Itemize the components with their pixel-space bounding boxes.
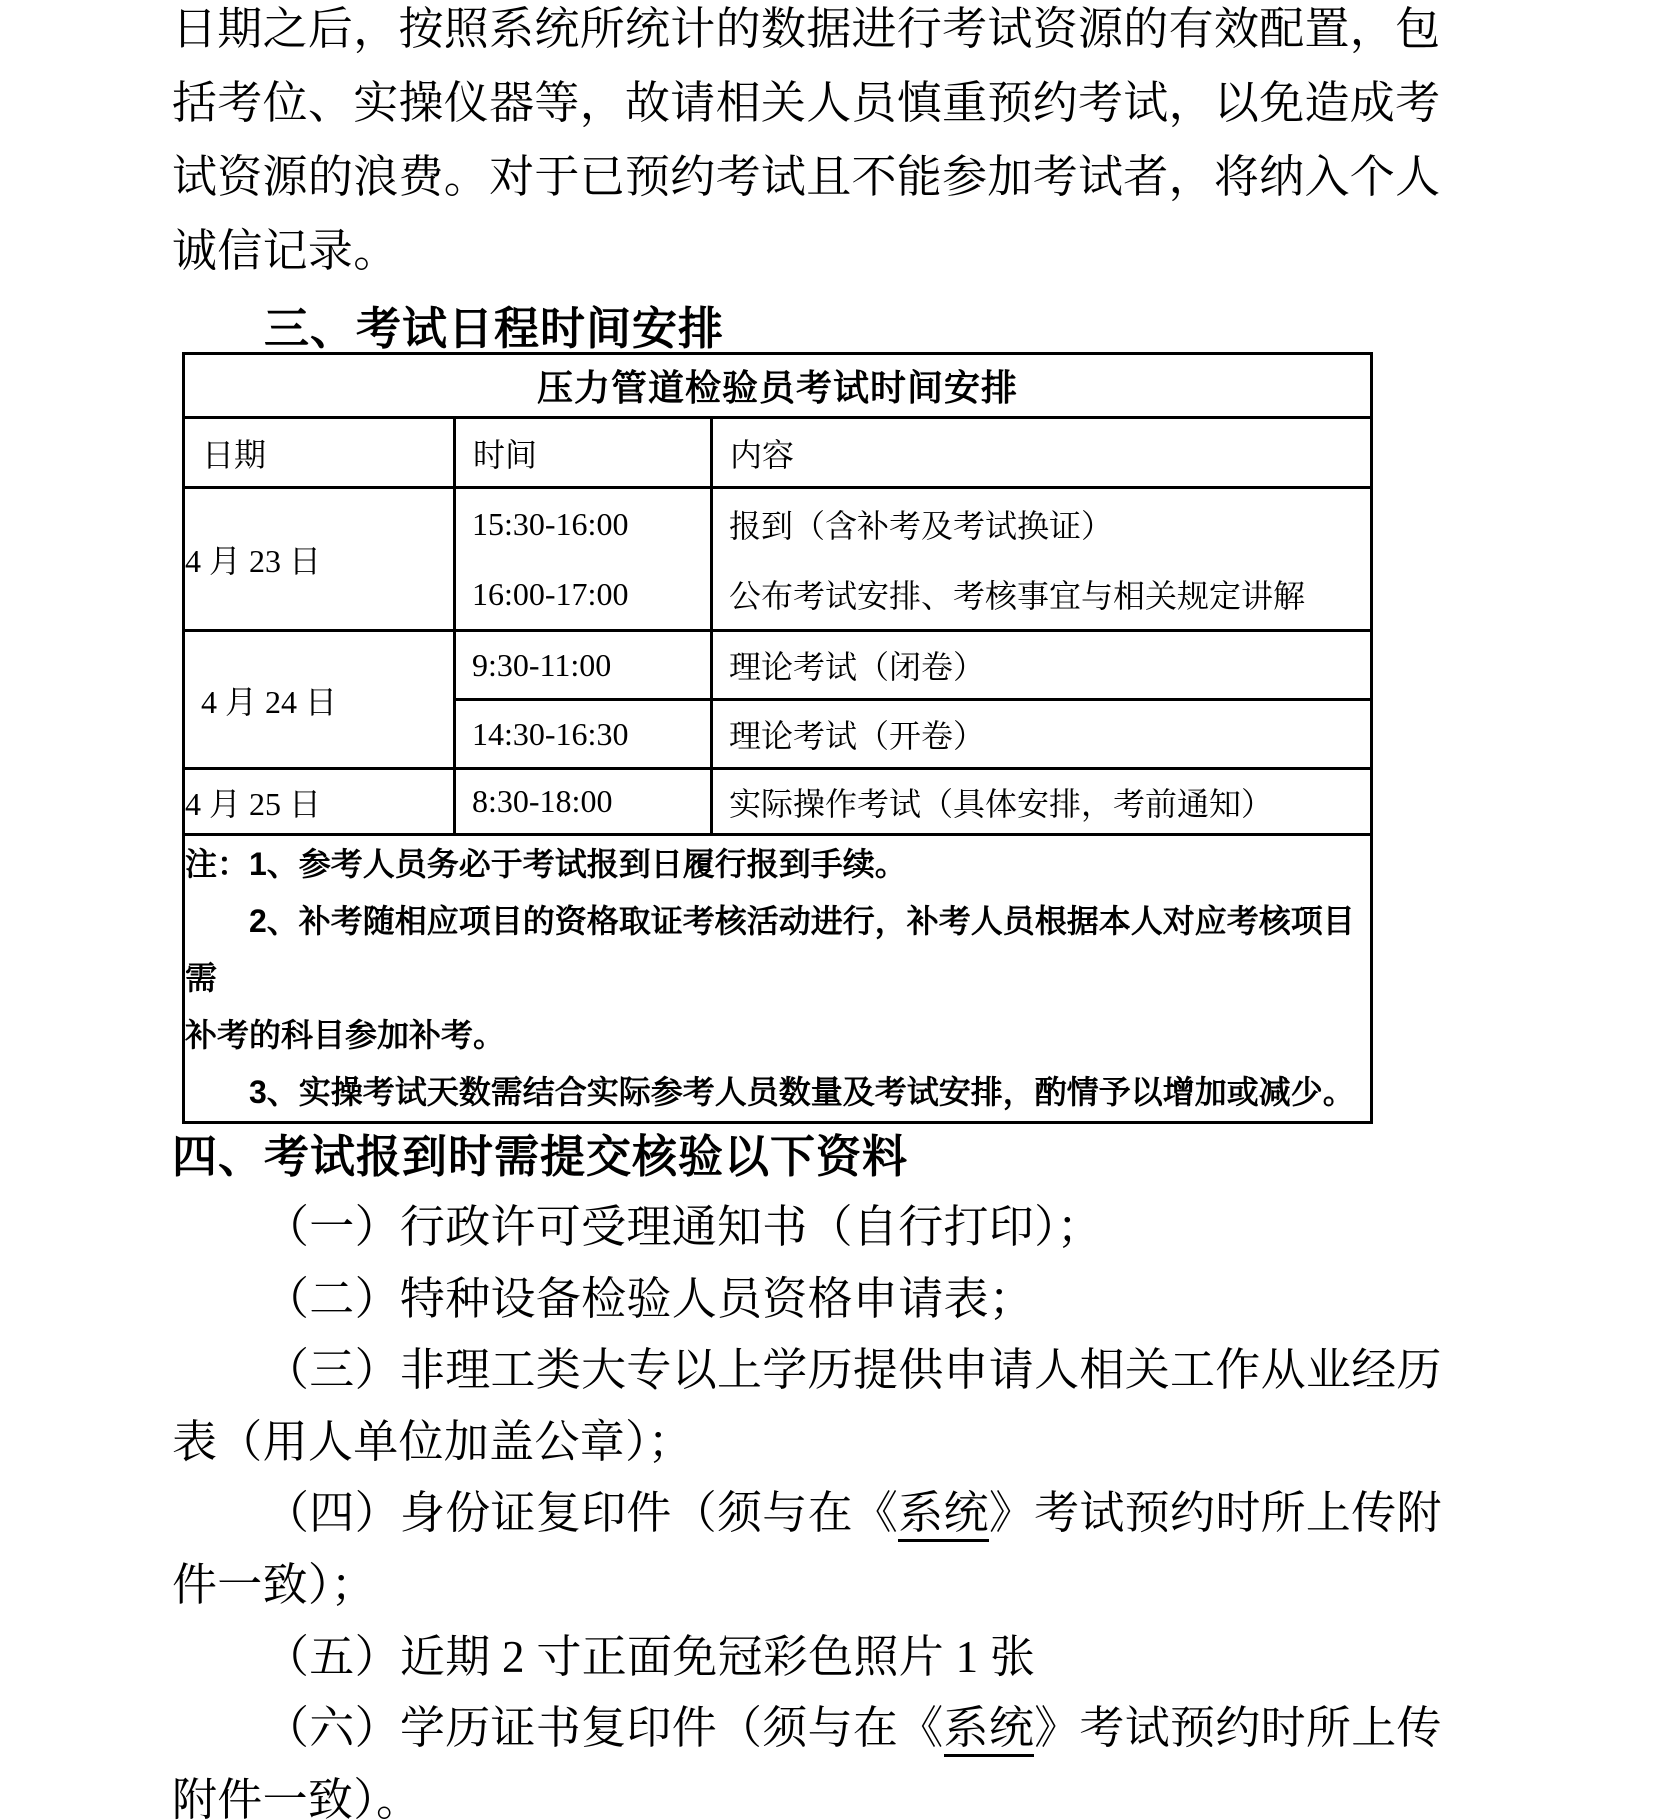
time-cell: 8:30-18:00 xyxy=(455,769,712,835)
materials-list xyxy=(172,1192,1492,1820)
paragraph-line: 日期之后，按照系统所统计的数据进行考试资源的有效配置，包 xyxy=(172,4,1441,54)
date-cell: 4 月 23 日 xyxy=(184,488,455,631)
list-item-text: （五）近期 2 寸正面免冠彩色照片 1 张 xyxy=(264,1631,1036,1682)
note-line: 补考的科目参加补考。 xyxy=(185,1017,506,1053)
list-item-text: 表（用人单位加盖公章）； xyxy=(172,1416,694,1467)
list-item-text: 附件一致）。 xyxy=(172,1774,422,1820)
underlined-term: 系统 xyxy=(898,1488,989,1542)
time-value: 15:30-16:00 xyxy=(472,505,629,542)
underlined-term: 系统 xyxy=(944,1703,1035,1757)
list-item xyxy=(172,1693,1492,1765)
table-title: 压力管道检验员考试时间安排 xyxy=(184,354,1372,418)
column-header-content: 内容 xyxy=(712,418,1372,488)
content-cell: 理论考试（闭卷） xyxy=(712,631,1372,700)
paragraph-line: 诚信记录。 xyxy=(172,226,399,276)
note-line: 3、实操考试天数需结合实际参考人员数量及考试安排，酌情予以增加或减少。 xyxy=(249,1074,1355,1110)
list-item-text: （三）非理工类大专以上学历提供申请人相关工作从业经历 xyxy=(264,1345,1442,1396)
table-header-row xyxy=(184,418,1372,488)
content-value: 公布考试安排、考核事宜与相关规定讲解 xyxy=(729,578,1306,614)
list-item xyxy=(172,1264,1492,1336)
list-item xyxy=(172,1192,1492,1264)
table-row-apr25 xyxy=(184,769,1372,835)
time-cell xyxy=(455,488,712,631)
date-cell: 4 月 24 日 xyxy=(184,631,455,769)
list-item xyxy=(172,1478,1492,1550)
list-item-continuation xyxy=(172,1765,1492,1820)
list-item-continuation xyxy=(172,1407,1492,1479)
intro-paragraph xyxy=(172,0,1462,288)
section-four-heading: 四、考试报到时需提交核验以下资料 xyxy=(172,1131,909,1182)
content-cell: 实际操作考试（具体安排，考前通知） xyxy=(712,769,1372,835)
list-item-text: 》考试预约时所上传 xyxy=(1034,1703,1442,1754)
list-item-text: 》考试预约时所上传附 xyxy=(988,1488,1442,1539)
list-item-continuation xyxy=(172,1550,1492,1622)
content-value: 报到（含补考及考试换证） xyxy=(729,508,1114,544)
list-item-text: （一）行政许可受理通知书（自行打印）； xyxy=(264,1202,1103,1252)
time-cell: 14:30-16:30 xyxy=(455,700,712,769)
column-header-time: 时间 xyxy=(455,418,712,488)
table-row-apr24-am xyxy=(184,631,1372,700)
list-item-text: （二）特种设备检验人员资格申请表； xyxy=(264,1273,1035,1324)
list-item-text: （六）学历证书复印件（须与在《 xyxy=(264,1703,944,1754)
time-value: 16:00-17:00 xyxy=(472,575,629,612)
paragraph-line: 括考位、实操仪器等，故请相关人员慎重预约考试，以免造成考 xyxy=(172,78,1441,128)
table-notes xyxy=(184,835,1372,1123)
note-line: 注：1、参考人员务必于考试报到日履行报到手续。 xyxy=(185,846,907,882)
list-item-text: 件一致）； xyxy=(172,1559,377,1610)
table-notes-row xyxy=(184,835,1372,1123)
paragraph-line: 试资源的浪费。对于已预约考试且不能参加考试者，将纳入个人 xyxy=(172,152,1441,202)
table-title-row xyxy=(184,354,1372,418)
table-row-apr23 xyxy=(184,488,1372,631)
date-cell: 4 月 25 日 xyxy=(184,769,455,835)
note-line: 2、补考随相应项目的资格取证考核活动进行，补考人员根据本人对应考核项目需 xyxy=(185,903,1355,996)
content-cell: 理论考试（开卷） xyxy=(712,700,1372,769)
section-three-heading: 三、考试日程时间安排 xyxy=(264,303,725,354)
list-item xyxy=(172,1622,1492,1694)
list-item-text: （四）身份证复印件（须与在《 xyxy=(264,1488,899,1539)
time-cell: 9:30-11:00 xyxy=(455,631,712,700)
exam-schedule-table xyxy=(182,352,1373,1124)
column-header-date: 日期 xyxy=(184,418,455,488)
content-cell xyxy=(712,488,1372,631)
list-item xyxy=(172,1335,1492,1407)
